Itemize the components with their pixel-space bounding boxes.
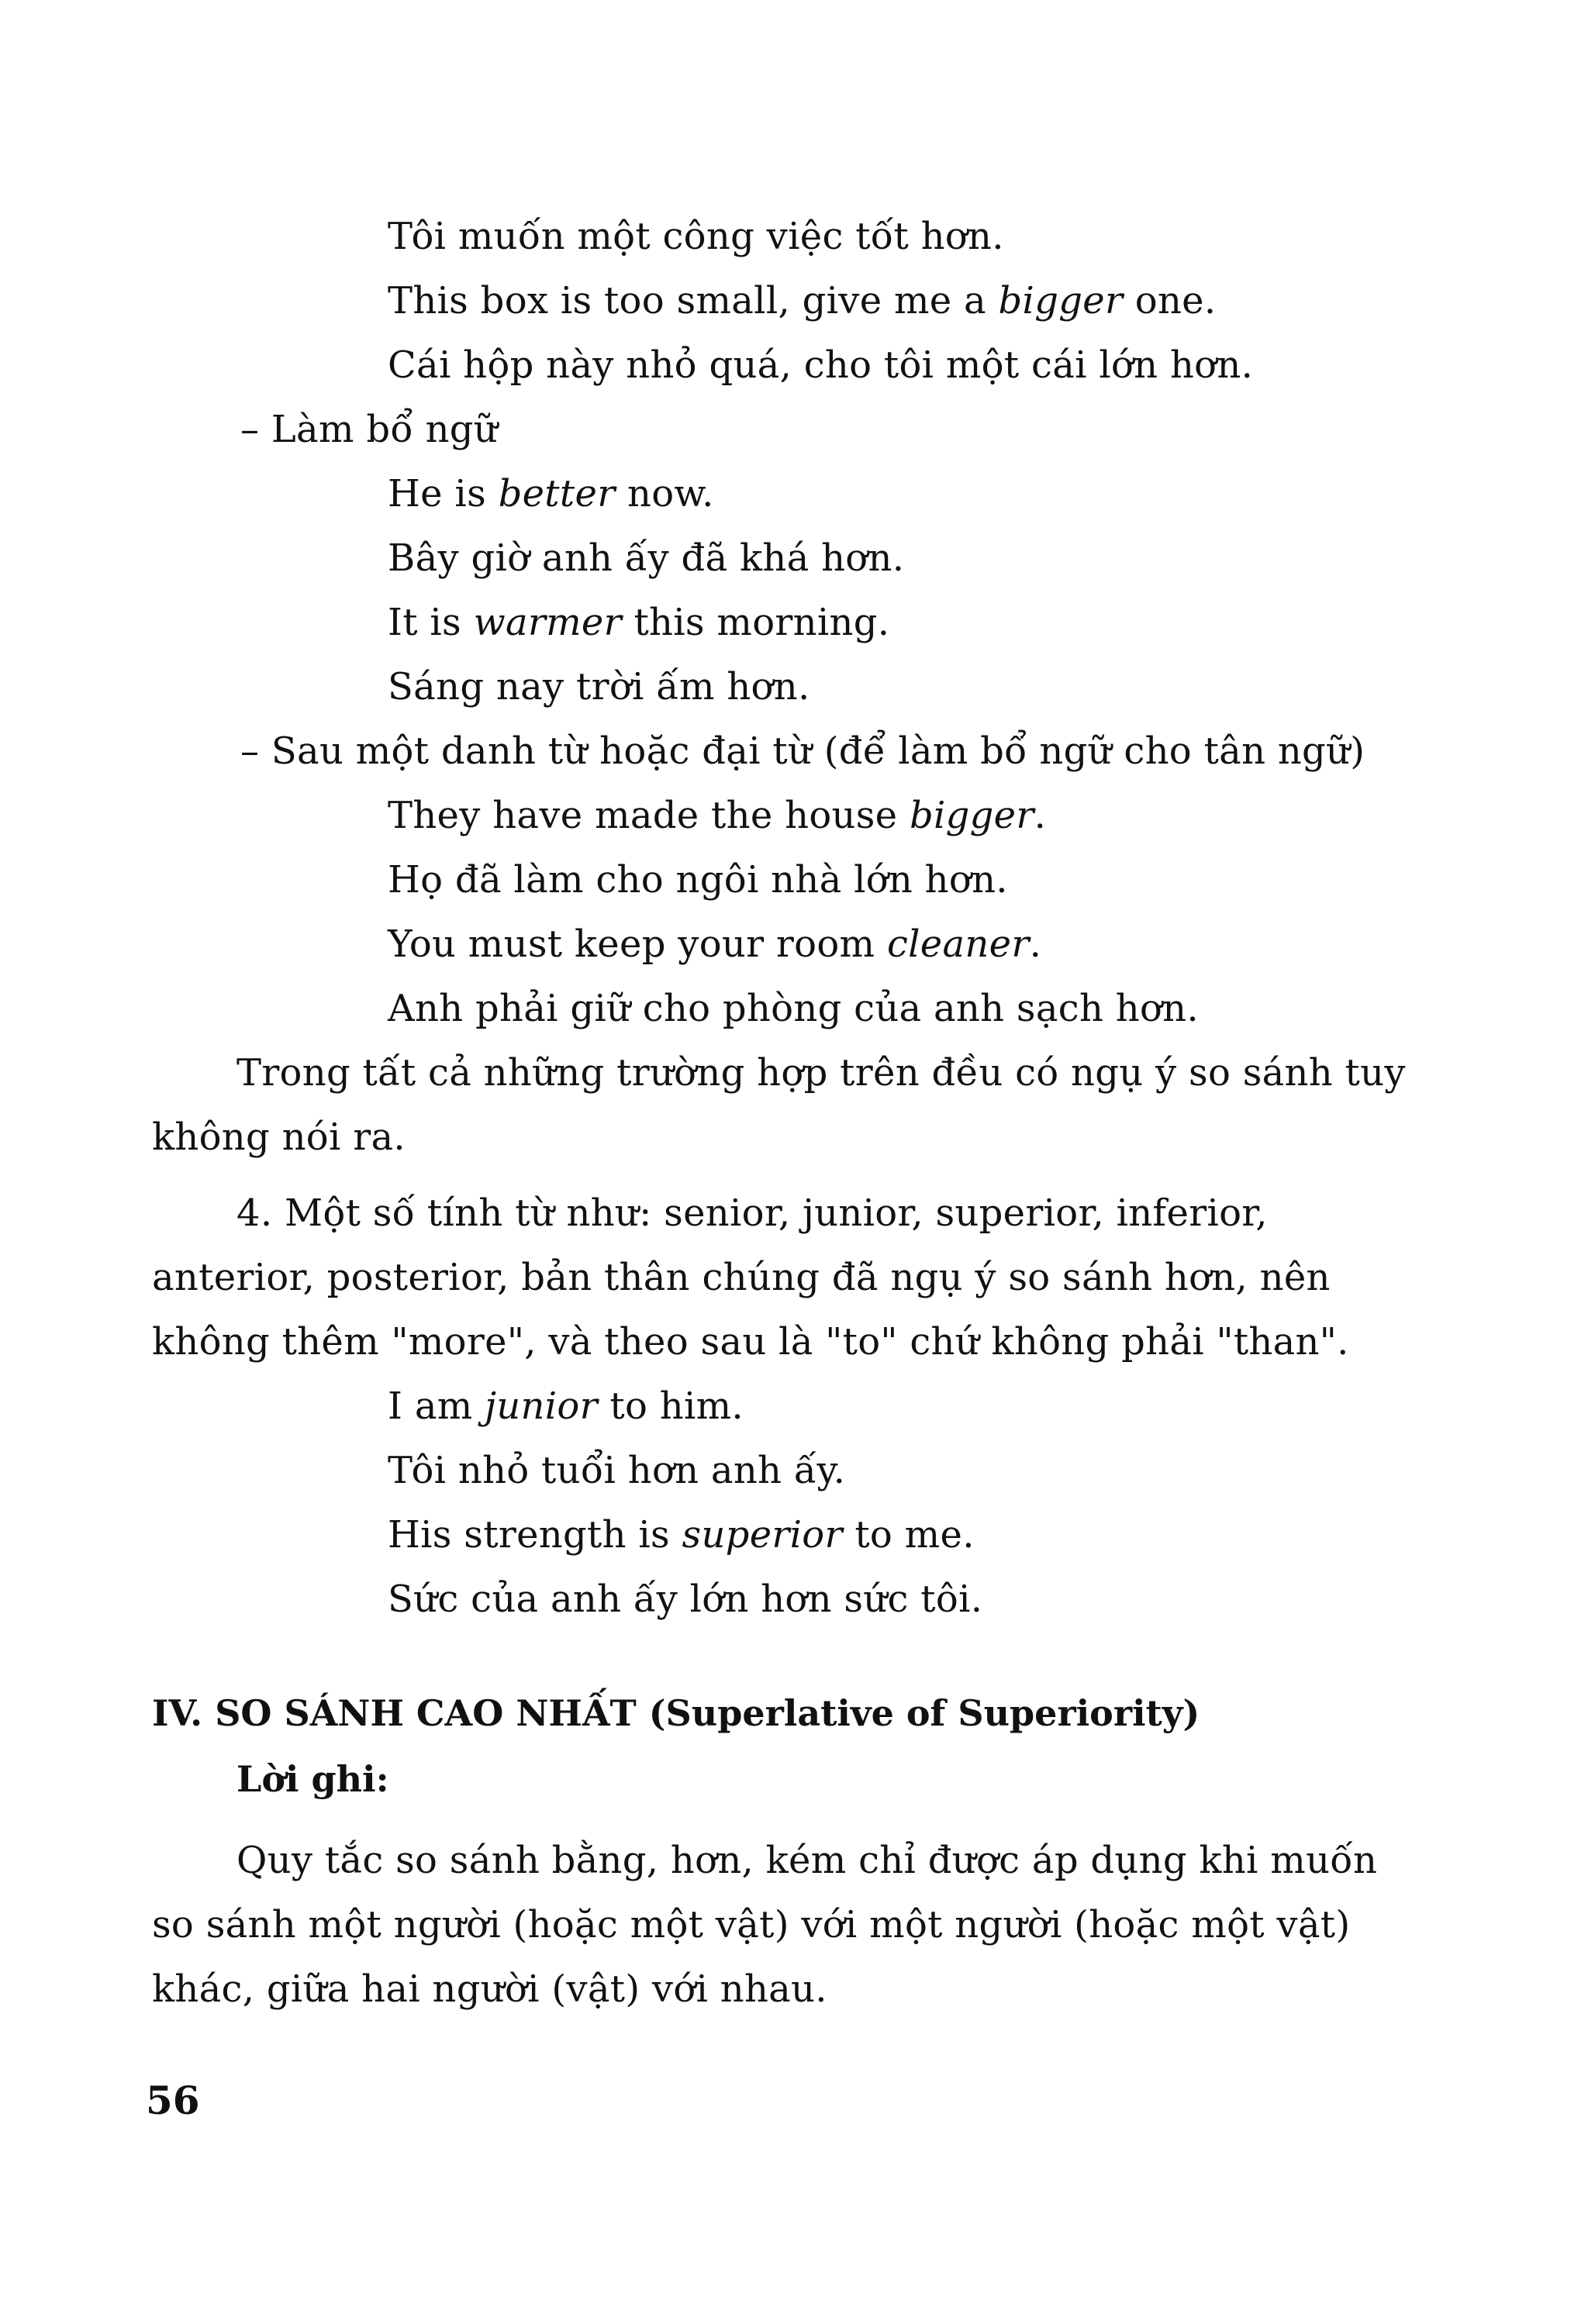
- emphasized-word: better: [498, 472, 616, 515]
- paragraph-line: khác, giữa hai người (vật) với nhau.: [152, 1967, 827, 2011]
- example-line: Bây giờ anh ấy đã khá hơn.: [388, 536, 905, 580]
- text-run: You must keep your room: [388, 922, 887, 966]
- emphasized-word: bigger: [998, 279, 1124, 322]
- text-run: one.: [1123, 279, 1217, 322]
- example-line: Họ đã làm cho ngôi nhà lớn hơn.: [388, 858, 1008, 902]
- example-line: Anh phải giữ cho phòng của anh sạch hơn.: [388, 987, 1199, 1030]
- text-run: It is: [388, 601, 474, 644]
- emphasized-word: junior: [485, 1384, 598, 1428]
- text-run: They have made the house: [388, 794, 910, 837]
- text-run: .: [1029, 922, 1042, 966]
- emphasized-word: superior: [682, 1513, 843, 1557]
- note-label: Lời ghi:: [236, 1758, 389, 1800]
- example-line: Sáng nay trời ấm hơn.: [388, 665, 810, 709]
- text-run: I am: [388, 1384, 485, 1428]
- paragraph-line: Quy tắc so sánh bằng, hơn, kém chỉ được áp dụng khi muốn: [236, 1839, 1378, 1882]
- example-line: [388, 1383, 744, 1429]
- example-line: [388, 1512, 975, 1558]
- example-line: [388, 278, 1216, 324]
- example-line: [388, 599, 889, 646]
- example-line: [388, 471, 714, 517]
- text-run: He is: [388, 472, 499, 515]
- paragraph-line: 4. Một số tính từ như: senior, junior, superior, inferior,: [236, 1191, 1268, 1235]
- text-run: This box is too small, give me a: [388, 279, 999, 322]
- text-run: now.: [615, 472, 714, 515]
- example-line: [388, 921, 1041, 967]
- example-line: Sức của anh ấy lớn hơn sức tôi.: [388, 1577, 983, 1621]
- paragraph-line: Trong tất cả những trường hợp trên đều có ngụ ý so sánh tuy: [236, 1051, 1406, 1095]
- page-number: 56: [146, 2077, 200, 2123]
- text-run: His strength is: [388, 1513, 682, 1557]
- paragraph-line: không nói ra.: [152, 1115, 406, 1159]
- text-run: to him.: [597, 1384, 744, 1428]
- emphasized-word: cleaner: [886, 922, 1030, 966]
- bullet-heading: – Sau một danh từ hoặc đại từ (để làm bổ ngữ cho tân ngữ): [240, 729, 1365, 773]
- paragraph-line: so sánh một người (hoặc một vật) với một người (hoặc một vật): [152, 1903, 1351, 1946]
- example-line: Cái hộp này nhỏ quá, cho tôi một cái lớn hơn.: [388, 343, 1254, 387]
- example-line: Tôi muốn một công việc tốt hơn.: [388, 215, 1004, 258]
- section-heading: IV. SO SÁNH CAO NHẤT (Superlative of Superiority): [152, 1692, 1200, 1734]
- example-line: [388, 792, 1046, 839]
- example-line: Tôi nhỏ tuổi hơn anh ấy.: [388, 1449, 846, 1492]
- text-run: .: [1034, 794, 1047, 837]
- bullet-heading: – Làm bổ ngữ: [240, 408, 499, 451]
- emphasized-word: bigger: [909, 794, 1034, 837]
- paragraph-line: không thêm "more", và theo sau là "to" chứ không phải "than".: [152, 1320, 1349, 1364]
- emphasized-word: warmer: [473, 601, 622, 644]
- text-run: this morning.: [621, 601, 890, 644]
- text-run: to me.: [842, 1513, 975, 1557]
- paragraph-line: anterior, posterior, bản thân chúng đã ngụ ý so sánh hơn, nên: [152, 1256, 1331, 1299]
